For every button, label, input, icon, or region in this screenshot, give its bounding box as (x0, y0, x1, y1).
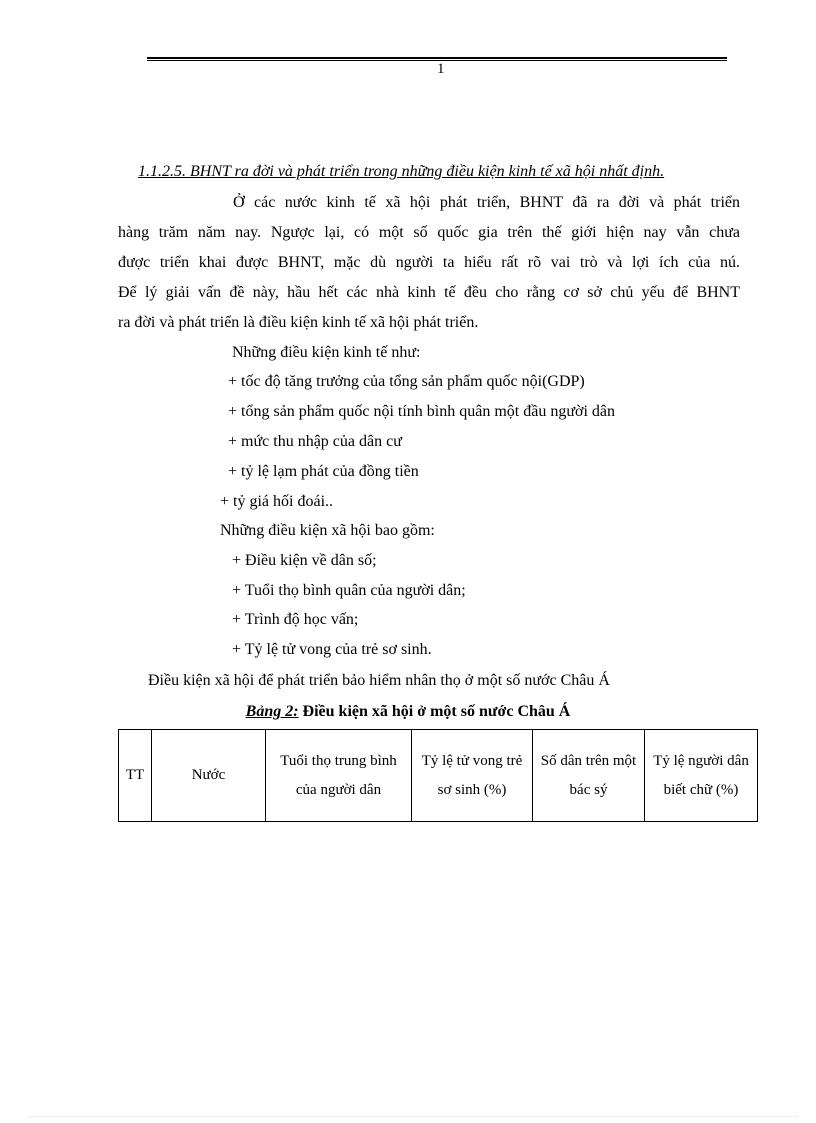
social-item: + Điều kiện về dân số; (232, 552, 377, 569)
paragraph-line: Ở các nước kinh tế xã hội phát triển, BHNT đã ra đời và phát triển (233, 194, 740, 211)
social-conditions-table (118, 729, 758, 822)
table-caption-text: Điều kiện xã hội ở một số nước Châu Á (298, 703, 571, 720)
col-header-infant-mortality: Tỷ lệ tử vong trẻ sơ sinh (%) (412, 730, 533, 822)
table-caption (0, 702, 816, 722)
paragraph-line: Để lý giải vấn đề này, hầu hết các nhà kinh tế đều cho rằng cơ sở chủ yếu để BHNT (118, 284, 740, 301)
page-number: 1 (437, 61, 445, 77)
col-header-people-per-doctor: Số dân trên một bác sý (533, 730, 645, 822)
col-header-life-expectancy: Tuổi thọ trung bình của người dân (266, 730, 412, 822)
table-caption-label: Bảng 2: (245, 703, 299, 720)
section-heading: 1.1.2.5. BHNT ra đời và phát triển trong những điều kiện kinh tế xã hội nhất định. (138, 163, 665, 180)
social-item: + Trình độ học vấn; (232, 611, 359, 628)
economic-item: + tỷ giá hối đoái.. (220, 493, 334, 510)
economic-item: + tỷ lệ lạm phát của đồng tiền (228, 463, 419, 480)
table-header-row (119, 730, 758, 822)
social-item: + Tuổi thọ bình quân của người dân; (232, 582, 466, 599)
col-header-tt: TT (119, 730, 152, 822)
col-header-country: Nước (152, 730, 266, 822)
economic-item: + tổng sản phẩm quốc nội tính bình quân một đầu người dân (228, 403, 615, 420)
economic-item: + mức thu nhập của dân cư (228, 433, 402, 450)
col-header-literacy-rate: Tỷ lệ người dân biết chữ (%) (645, 730, 758, 822)
paragraph-line: ra đời và phát triển là điều kiện kinh tế xã hội phát triển. (118, 314, 479, 331)
social-intro: Những điều kiện xã hội bao gồm: (220, 522, 435, 539)
closing-line: Điều kiện xã hội để phát triển bảo hiểm nhân thọ ở một số nước Châu Á (148, 672, 610, 689)
economic-item: + tốc độ tăng trưởng của tổng sản phẩm quốc nội(GDP) (228, 373, 585, 390)
paragraph-line: hàng trăm năm nay. Ngược lại, có một số quốc gia trên thế giới hiện nay vẫn chưa (118, 224, 740, 241)
social-item: + Tỷ lệ tử vong của trẻ sơ sinh. (232, 641, 432, 658)
footer-divider (28, 1116, 798, 1117)
paragraph-line: được triển khai được BHNT, mặc dù người ta hiểu rất rõ vai trò và lợi ích của nú. (118, 254, 740, 271)
economic-intro: Những điều kiện kinh tế như: (232, 344, 421, 361)
